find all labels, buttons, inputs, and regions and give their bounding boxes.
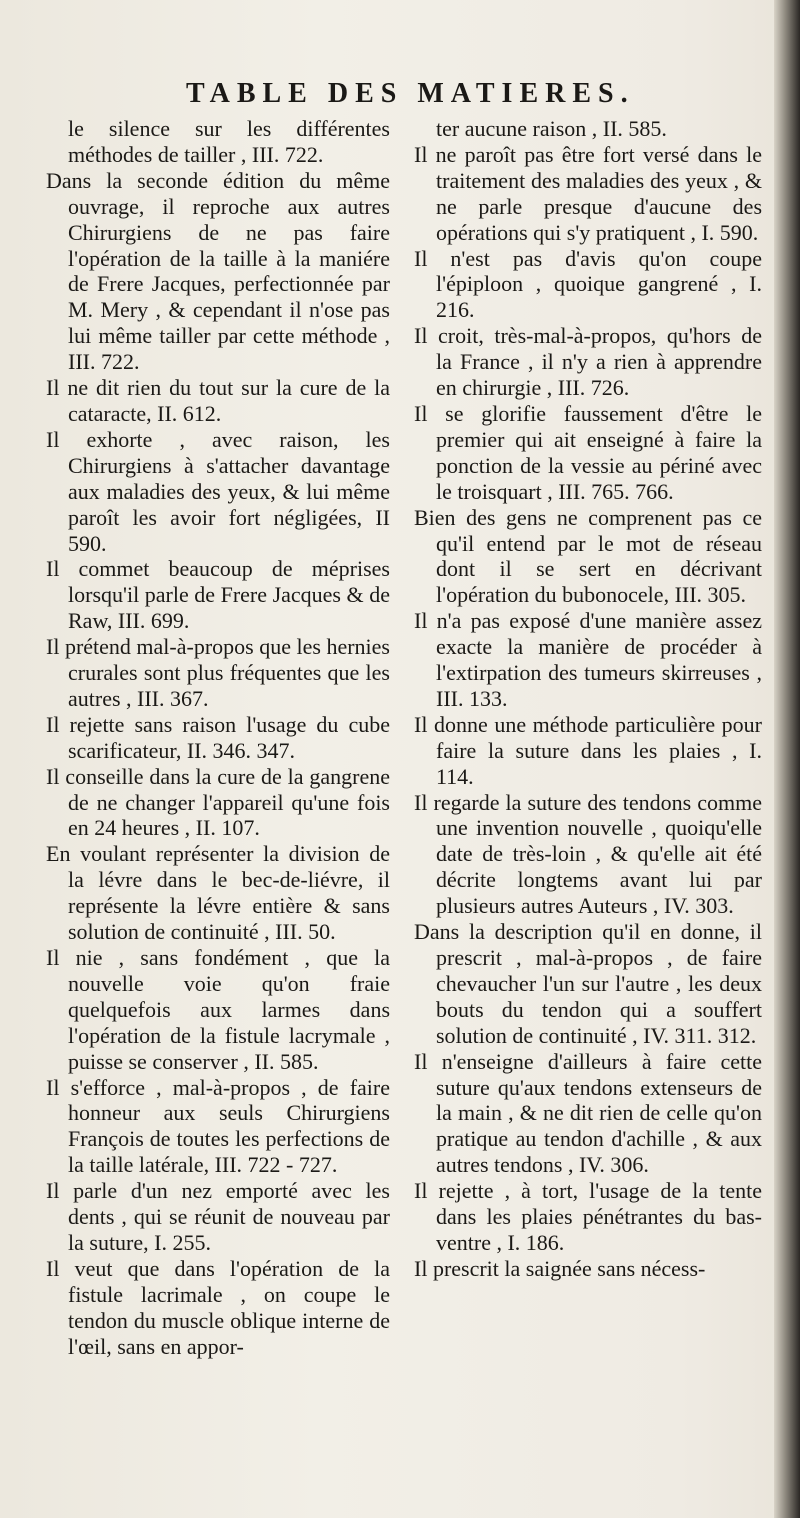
index-entry: Il prétend mal-à-propos que les hernies crurales sont plus fréquentes que les autres , III. 367. [46,634,390,711]
index-entry: Dans la seconde édition du même ouvrage, il reproche aux autres Chirurgiens de ne pas faire l'opération de la taille à la maniére de Frere Jacques, perfectionnée par M. Mery , & cependant il n'ose pas lui même tailler par cette méthode , III. 722. [46,167,390,375]
index-entry: Il veut que dans l'opération de la fistule lacrimale , on coupe le tendon du muscle oblique interne de l'œil, sans en appor- [46,1255,390,1359]
index-entry: Il s'efforce , mal-à-propos , de faire honneur aux seuls Chirurgiens François de toutes les perfections de la taille latérale, III. 722 - 727. [46,1074,390,1178]
index-entry: Il exhorte , avec raison, les Chirurgiens à s'attacher davantage aux maladies des yeux, & lui même paroît les avoir fort négligées, II 590. [46,426,390,556]
index-entry: le silence sur les différentes méthodes de tailler , III. 722. [68,116,390,167]
index-entry: Il nie , sans fondément , que la nouvelle voie qu'on fraie quelquefois aux larmes dans l'opération de la fistule lacrymale , puisse se conserver , II. 585. [46,945,390,1074]
index-entry: Il ne paroît pas être fort versé dans le traitement des maladies des yeux , & ne parle presque d'aucune des opérations qui s'y pratiquent , I. 590. [414,141,762,245]
book-spine-shadow [774,0,800,1518]
index-entry: Il conseille dans la cure de la gangrene de ne changer l'appareil qu'une fois en 24 heures , II. 107. [46,763,390,841]
index-entry: ter aucune raison , II. 585. [436,116,667,141]
index-entry: Il rejette , à tort, l'usage de la tente dans les plaies pénétrantes du bas-ventre , I. 186. [414,1178,762,1255]
right-column [414,116,762,1282]
index-entry: Il prescrit la saignée sans nécess- [414,1255,706,1281]
running-head: TABLE DES MATIERES. [186,78,635,109]
index-entry: En voulant représenter la division de la lévre dans le bec-de-liévre, il représente la lévre entière & sans solution de continuité , III. 50. [46,841,390,945]
index-entry: Il n'enseigne d'ailleurs à faire cette suture qu'aux tendons extenseurs de la main , & ne dit rien de celle qu'on pratique au tendon d'achille , & aux autres tendons , IV. 306. [414,1048,762,1178]
index-entry: Il se glorifie faussement d'être le premier qui ait enseigné à faire la ponction de la vessie au périné avec le troisquart , III. 765. 766. [414,400,762,504]
left-column [46,116,390,1360]
index-entry: Il rejette sans raison l'usage du cube scarificateur, II. 346. 347. [46,711,390,763]
index-entry: Il croit, très-mal-à-propos, qu'hors de la France , il n'y a rien à apprendre en chirurgie , III. 726. [414,323,762,401]
index-entry: Il commet beaucoup de méprises lorsqu'il parle de Frere Jacques & de Raw, III. 699. [46,556,390,634]
index-entry: Il ne dit rien du tout sur la cure de la cataracte, II. 612. [46,375,390,426]
index-entry: Il donne une méthode particulière pour faire la suture dans les plaies , I. 114. [414,711,762,789]
index-entry: Bien des gens ne comprenent pas ce qu'il entend par le mot de réseau dont il se sert en décrivant l'opération du bubonocele, III. 305. [414,504,762,608]
index-entry: Il regarde la suture des tendons comme une invention nouvelle , quoiqu'elle date de très-loin , & qu'elle ait été décrite longtems avant lui par plusieurs autres Auteurs , IV. 303. [414,789,762,919]
index-entry: Il n'a pas exposé d'une manière assez exacte la manière de procéder à l'extirpation des tumeurs skirreuses , III. 133. [414,608,762,711]
index-entry: Dans la description qu'il en donne, il prescrit , mal-à-propos , de faire chevaucher l'un sur l'autre , les deux bouts du tendon qui a souffert solution de continuité , IV. 311. 312. [414,919,762,1048]
index-entry: Il n'est pas d'avis qu'on coupe l'épiploon , quoique gangrené , I. 216. [414,245,762,323]
index-entry: Il parle d'un nez emporté avec les dents , qui se réunit de nouveau par la suture, I. 255. [46,1178,390,1255]
